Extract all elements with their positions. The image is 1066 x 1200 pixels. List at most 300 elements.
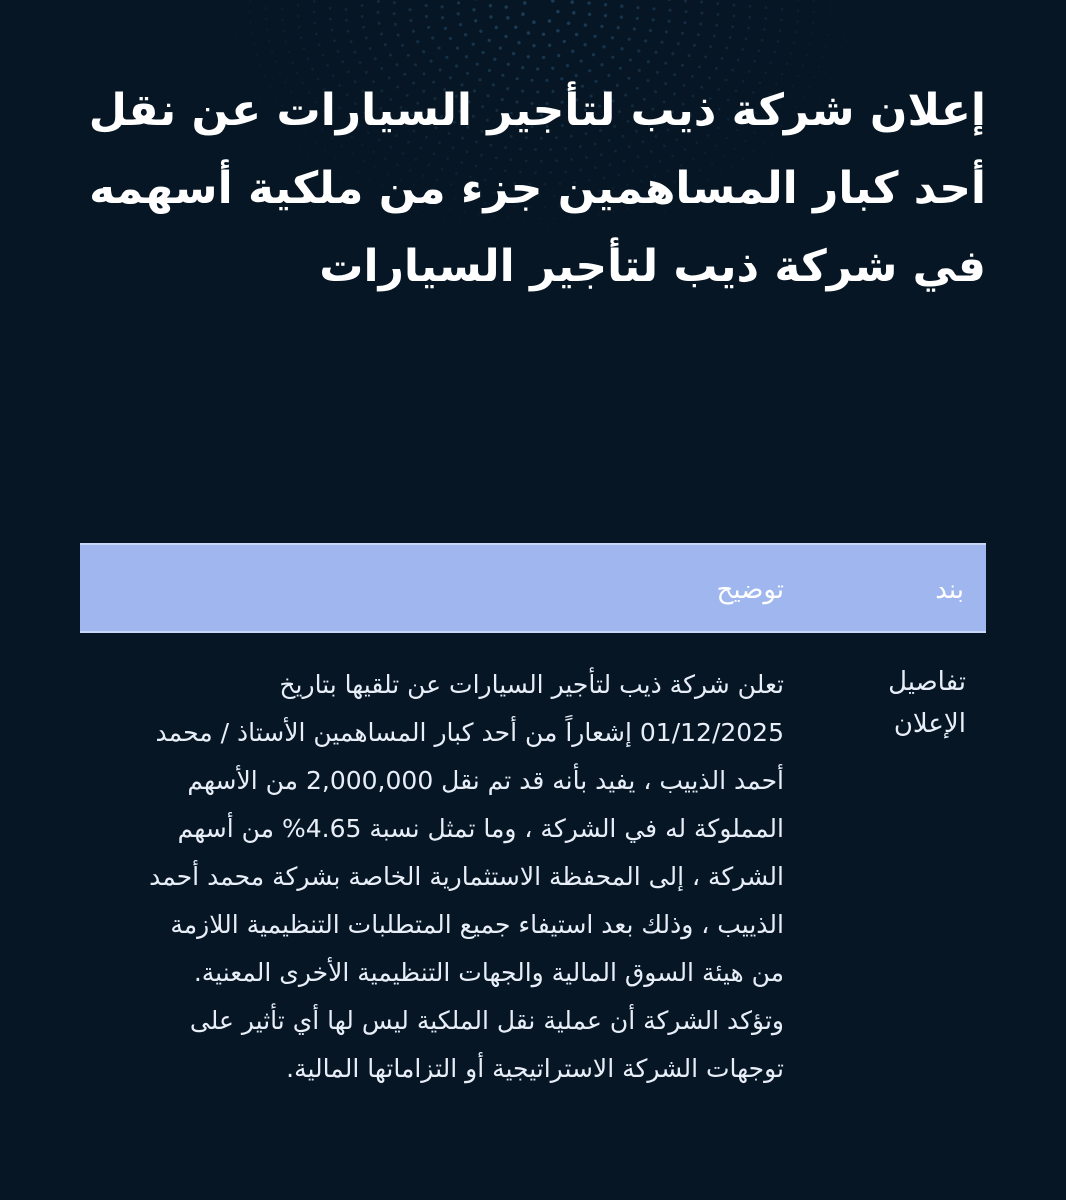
pattern-dot bbox=[749, 5, 752, 8]
pattern-dot bbox=[732, 14, 735, 17]
pattern-dot bbox=[860, 26, 862, 28]
pattern-dot bbox=[1010, 83, 1012, 85]
pattern-dot bbox=[450, 338, 452, 340]
pattern-dot bbox=[79, 147, 81, 149]
pattern-dot bbox=[517, 41, 520, 44]
pattern-dot bbox=[512, 52, 515, 55]
pattern-dot bbox=[593, 35, 596, 38]
pattern-dot bbox=[465, 340, 467, 342]
pattern-dot bbox=[572, 11, 575, 14]
pattern-dot bbox=[567, 21, 570, 24]
pattern-dot bbox=[465, 364, 467, 366]
pattern-dot bbox=[479, 30, 482, 33]
pattern-dot bbox=[590, 354, 592, 356]
pattern-dot bbox=[169, 20, 171, 22]
pattern-dot bbox=[693, 338, 695, 340]
pattern-dot bbox=[741, 48, 744, 51]
pattern-dot bbox=[92, 46, 94, 48]
pattern-dot bbox=[665, 30, 668, 33]
pattern-dot bbox=[753, 60, 756, 63]
pattern-dot bbox=[941, 11, 943, 13]
pattern-dot bbox=[315, 33, 318, 36]
pattern-dot bbox=[190, 54, 192, 56]
pattern-dot bbox=[318, 43, 321, 46]
pattern-dot bbox=[137, 18, 139, 20]
pattern-dot bbox=[141, 50, 143, 52]
pattern-dot bbox=[701, 324, 703, 326]
pattern-dot bbox=[1052, 32, 1054, 34]
pattern-dot bbox=[633, 27, 636, 30]
pattern-dot bbox=[1003, 104, 1005, 106]
pattern-dot bbox=[156, 46, 158, 48]
pattern-dot bbox=[495, 343, 497, 345]
pattern-dot bbox=[999, 114, 1001, 116]
pattern-dot bbox=[532, 20, 536, 24]
pattern-dot bbox=[938, 44, 940, 46]
pattern-dot bbox=[693, 44, 696, 47]
pattern-dot bbox=[465, 55, 468, 58]
pattern-dot bbox=[403, 306, 405, 308]
pattern-dot bbox=[514, 25, 517, 28]
pattern-dot bbox=[1005, 136, 1007, 138]
pattern-dot bbox=[347, 30, 350, 33]
pattern-dot bbox=[457, 12, 460, 15]
pattern-dot bbox=[91, 35, 93, 37]
pattern-dot bbox=[499, 46, 502, 49]
pattern-dot bbox=[721, 330, 723, 332]
pattern-dot bbox=[287, 51, 290, 54]
pattern-dot bbox=[1007, 93, 1009, 95]
pattern-dot bbox=[58, 140, 60, 142]
pattern-dot bbox=[491, 320, 493, 322]
pattern-dot bbox=[1016, 147, 1018, 149]
pattern-dot bbox=[764, 17, 767, 20]
pattern-dot bbox=[265, 7, 268, 10]
pattern-dot bbox=[952, 56, 954, 58]
pattern-dot bbox=[1005, 17, 1007, 19]
pattern-dot bbox=[1021, 18, 1023, 20]
pattern-dot bbox=[380, 33, 383, 36]
pattern-dot bbox=[397, 317, 399, 319]
pattern-dot bbox=[206, 50, 208, 52]
pattern-dot bbox=[1015, 116, 1017, 118]
pattern-dot bbox=[954, 45, 956, 47]
pattern-dot bbox=[707, 310, 709, 312]
pattern-dot bbox=[570, 0, 573, 3]
pattern-dot bbox=[330, 29, 333, 32]
pattern-dot bbox=[845, 14, 847, 16]
pattern-dot bbox=[991, 92, 993, 94]
pattern-dot bbox=[827, 34, 829, 36]
pattern-dot bbox=[397, 33, 400, 36]
pattern-dot bbox=[806, 54, 809, 57]
pattern-dot bbox=[437, 46, 440, 49]
pattern-dot bbox=[540, 368, 542, 370]
pattern-dot bbox=[545, 310, 547, 312]
pattern-dot bbox=[629, 362, 631, 364]
pattern-dot bbox=[575, 33, 578, 36]
pattern-dot bbox=[744, 336, 746, 338]
pattern-dot bbox=[274, 61, 277, 64]
pattern-dot bbox=[773, 51, 776, 54]
pattern-dot bbox=[619, 67, 622, 70]
pattern-dot bbox=[629, 58, 632, 61]
pattern-dot bbox=[79, 61, 81, 63]
pattern-dot bbox=[590, 331, 592, 333]
pattern-dot bbox=[877, 6, 879, 8]
pattern-dot bbox=[121, 11, 123, 13]
row-description-cell: تعلن شركة ذيب لتأجير السيارات عن تلقيها بتاريخ 01/12/2025 إشعاراً من أحد كبار المساهمين الأستاذ / محمد أحمد الذييب ، يفيد بأنه قد تم نقل 2,000,000 من الأسهم المملوكة له في الشركة ، وما تمثل نسبة 4.65% من أسهم الشركة ، إلى المحفظة الاستثمارية الخاصة بشركة محمد أحمد الذييب ، وذلك بعد استيفاء جميع المتطلبات التنظيمية اللازمة من هيئة السوق المالية والجهات التنظيمية الأخرى المعنية. وتؤكد الشركة أن عملية نقل الملكية ليس لها أي تأثير على توجهات الشركة الاستراتيجية أو التزاماتها المالية. bbox=[149, 670, 784, 1083]
pattern-dot bbox=[1035, 106, 1037, 108]
pattern-dot bbox=[715, 24, 718, 27]
pattern-dot bbox=[647, 60, 650, 63]
pattern-dot bbox=[556, 10, 560, 14]
pattern-dot bbox=[684, 0, 687, 3]
pattern-dot bbox=[1053, 21, 1055, 23]
pattern-dot bbox=[1013, 72, 1015, 74]
pattern-dot bbox=[461, 316, 463, 318]
pattern-dot bbox=[235, 36, 237, 38]
pattern-dot bbox=[664, 344, 666, 346]
pattern-dot bbox=[60, 49, 62, 51]
pattern-dot bbox=[575, 332, 577, 334]
pattern-dot bbox=[391, 352, 393, 354]
pattern-dot bbox=[845, 3, 847, 5]
pattern-dot bbox=[957, 13, 959, 15]
table-header-row bbox=[80, 543, 986, 633]
pattern-dot bbox=[856, 47, 858, 49]
pattern-dot bbox=[660, 41, 663, 44]
pattern-dot bbox=[493, 58, 496, 61]
pattern-dot bbox=[649, 29, 652, 32]
pattern-dot bbox=[822, 55, 824, 57]
pattern-dot bbox=[534, 379, 536, 381]
pattern-dot bbox=[682, 365, 684, 367]
pattern-dot bbox=[715, 320, 717, 322]
pattern-dot bbox=[297, 15, 300, 18]
pattern-dot bbox=[107, 42, 109, 44]
pattern-dot bbox=[702, 348, 704, 350]
pattern-dot bbox=[990, 187, 992, 189]
pattern-dot bbox=[300, 36, 303, 39]
pattern-dot bbox=[679, 341, 681, 343]
pattern-dot bbox=[177, 64, 179, 66]
pattern-dot bbox=[677, 42, 680, 45]
pattern-dot bbox=[581, 320, 583, 322]
pattern-dot bbox=[49, 120, 51, 122]
pattern-dot bbox=[681, 64, 684, 67]
pattern-dot bbox=[761, 39, 764, 42]
pattern-dot bbox=[673, 354, 675, 356]
pattern-dot bbox=[94, 57, 96, 59]
pattern-dot bbox=[542, 33, 545, 36]
pattern-dot bbox=[700, 1, 703, 4]
pattern-dot bbox=[649, 323, 651, 325]
pattern-dot bbox=[439, 68, 442, 71]
pattern-dot bbox=[500, 309, 502, 311]
pattern-dot bbox=[965, 68, 967, 70]
pattern-dot bbox=[602, 45, 605, 48]
pattern-dot bbox=[971, 36, 973, 38]
pattern-dot bbox=[397, 341, 399, 343]
pattern-dot bbox=[901, 62, 903, 64]
pattern-dot bbox=[349, 341, 351, 343]
pattern-dot bbox=[489, 4, 492, 7]
pattern-dot bbox=[571, 50, 574, 53]
pattern-dot bbox=[793, 331, 795, 333]
pattern-dot bbox=[893, 18, 895, 20]
pattern-dot bbox=[42, 31, 44, 33]
pattern-dot bbox=[637, 49, 640, 52]
pattern-dot bbox=[575, 309, 577, 311]
pattern-dot bbox=[336, 311, 338, 313]
pattern-dot bbox=[1010, 126, 1012, 128]
pattern-dot bbox=[489, 377, 491, 379]
pattern-dot bbox=[105, 10, 107, 12]
pattern-dot bbox=[480, 365, 482, 367]
pattern-dot bbox=[412, 320, 414, 322]
pattern-dot bbox=[769, 61, 772, 64]
pattern-dot bbox=[74, 28, 76, 30]
pattern-dot bbox=[588, 13, 591, 16]
pattern-dot bbox=[1020, 29, 1022, 31]
pattern-dot bbox=[716, 344, 718, 346]
pattern-dot bbox=[474, 376, 476, 378]
pattern-dot bbox=[551, 67, 554, 70]
pattern-dot bbox=[941, 0, 943, 2]
pattern-dot bbox=[124, 43, 126, 45]
pattern-dot bbox=[1047, 64, 1049, 66]
pattern-dot bbox=[989, 135, 991, 137]
pattern-dot bbox=[345, 8, 348, 11]
pattern-dot bbox=[743, 311, 745, 313]
pattern-dot bbox=[692, 314, 694, 316]
pattern-dot bbox=[732, 4, 735, 7]
pattern-dot bbox=[201, 7, 203, 9]
pattern-dot bbox=[973, 14, 975, 16]
pattern-dot bbox=[1002, 49, 1004, 51]
pattern-dot bbox=[594, 377, 596, 379]
pattern-dot bbox=[668, 9, 671, 12]
pattern-dot bbox=[1016, 61, 1018, 63]
pattern-dot bbox=[233, 4, 235, 6]
pattern-dot bbox=[611, 36, 614, 39]
pattern-dot bbox=[488, 39, 491, 42]
pattern-dot bbox=[282, 30, 285, 33]
pattern-dot bbox=[545, 333, 547, 335]
pattern-dot bbox=[427, 26, 430, 29]
pattern-dot bbox=[1019, 40, 1021, 42]
pattern-dot bbox=[138, 28, 140, 30]
pattern-dot bbox=[1003, 39, 1005, 41]
pattern-dot bbox=[422, 50, 425, 53]
pattern-dot bbox=[416, 40, 419, 43]
pattern-dot bbox=[378, 324, 380, 326]
pattern-dot bbox=[43, 42, 45, 44]
pattern-dot bbox=[824, 44, 826, 46]
pattern-dot bbox=[369, 47, 372, 50]
pattern-dot bbox=[417, 309, 419, 311]
pattern-dot bbox=[696, 361, 698, 363]
pattern-dot bbox=[986, 48, 988, 50]
pattern-dot bbox=[1019, 105, 1021, 107]
pattern-dot bbox=[449, 37, 452, 40]
pattern-dot bbox=[521, 321, 523, 323]
pattern-dot bbox=[780, 19, 783, 22]
pattern-dot bbox=[233, 15, 235, 17]
pattern-dot bbox=[34, 78, 36, 80]
pattern-dot bbox=[341, 60, 344, 63]
pattern-dot bbox=[329, 18, 332, 21]
pattern-dot bbox=[973, 3, 975, 5]
pattern-dot bbox=[831, 314, 833, 316]
pattern-dot bbox=[530, 356, 532, 358]
pattern-dot bbox=[41, 99, 43, 101]
pattern-dot bbox=[327, 321, 329, 323]
pattern-dot bbox=[276, 327, 278, 329]
pattern-dot bbox=[269, 310, 271, 312]
pattern-dot bbox=[542, 56, 545, 59]
pattern-dot bbox=[888, 50, 890, 52]
pattern-dot bbox=[904, 52, 906, 54]
pattern-dot bbox=[68, 81, 70, 83]
pattern-dot bbox=[620, 47, 623, 50]
pattern-dot bbox=[400, 365, 402, 367]
pattern-dot bbox=[185, 0, 187, 2]
pattern-dot bbox=[1045, 75, 1047, 77]
pattern-dot bbox=[811, 32, 814, 35]
pattern-dot bbox=[575, 355, 577, 357]
pattern-dot bbox=[153, 3, 155, 5]
pattern-dot bbox=[365, 36, 368, 39]
pattern-dot bbox=[378, 22, 381, 25]
pattern-dot bbox=[291, 61, 294, 64]
pattern-dot bbox=[549, 379, 551, 381]
pattern-dot bbox=[850, 69, 852, 71]
pattern-dot bbox=[218, 25, 220, 27]
pattern-dot bbox=[640, 313, 642, 315]
pattern-dot bbox=[688, 54, 691, 57]
pattern-dot bbox=[249, 22, 251, 24]
pattern-dot bbox=[266, 29, 269, 32]
pattern-dot bbox=[239, 309, 241, 311]
pattern-dot bbox=[251, 32, 253, 34]
pattern-dot bbox=[313, 0, 316, 3]
pattern-dot bbox=[53, 130, 55, 132]
pattern-dot bbox=[253, 43, 255, 45]
pattern-dot bbox=[396, 63, 399, 66]
pattern-dot bbox=[344, 351, 346, 353]
pattern-dot bbox=[1042, 85, 1044, 87]
pattern-dot bbox=[933, 65, 935, 67]
pattern-dot bbox=[566, 321, 568, 323]
pattern-dot bbox=[600, 365, 602, 367]
pattern-dot bbox=[668, 20, 671, 23]
pattern-dot bbox=[154, 24, 156, 26]
pattern-dot bbox=[26, 24, 28, 26]
pattern-dot bbox=[599, 342, 601, 344]
pattern-dot bbox=[330, 347, 332, 349]
pattern-dot bbox=[795, 31, 798, 34]
pattern-dot bbox=[796, 20, 799, 23]
pattern-dot bbox=[281, 19, 284, 22]
pattern-dot bbox=[285, 40, 288, 43]
pattern-dot bbox=[655, 310, 657, 312]
pattern-dot bbox=[940, 33, 942, 35]
column-header-description: توضيح bbox=[716, 575, 784, 605]
pattern-dot bbox=[1004, 167, 1006, 169]
pattern-dot bbox=[652, 7, 655, 10]
pattern-dot bbox=[383, 313, 385, 315]
pattern-dot bbox=[362, 26, 365, 29]
pattern-dot bbox=[333, 39, 336, 42]
pattern-dot bbox=[359, 61, 362, 64]
pattern-dot bbox=[169, 0, 171, 1]
pattern-dot bbox=[1034, 52, 1036, 54]
pattern-dot bbox=[96, 67, 98, 69]
pattern-dot bbox=[532, 44, 535, 47]
pattern-dot bbox=[75, 39, 77, 41]
pattern-dot bbox=[993, 156, 995, 158]
pattern-dot bbox=[763, 28, 766, 31]
pattern-dot bbox=[592, 53, 595, 56]
pattern-dot bbox=[730, 340, 732, 342]
pattern-dot bbox=[600, 25, 603, 28]
pattern-dot bbox=[525, 368, 527, 370]
pattern-dot bbox=[936, 54, 938, 56]
pattern-dot bbox=[45, 53, 47, 55]
pattern-dot bbox=[251, 316, 253, 318]
pattern-dot bbox=[530, 333, 532, 335]
pattern-dot bbox=[988, 26, 990, 28]
pattern-dot bbox=[472, 8, 475, 11]
pattern-dot bbox=[221, 46, 223, 48]
pattern-dot bbox=[79, 112, 81, 114]
pattern-dot bbox=[638, 372, 640, 374]
pattern-dot bbox=[560, 356, 562, 358]
pattern-dot bbox=[843, 35, 845, 37]
pattern-dot bbox=[62, 60, 64, 62]
pattern-dot bbox=[57, 16, 59, 18]
pattern-dot bbox=[500, 332, 502, 334]
pattern-dot bbox=[721, 57, 724, 60]
pattern-dot bbox=[989, 15, 991, 17]
pattern-dot bbox=[480, 342, 482, 344]
pattern-dot bbox=[430, 371, 432, 373]
pattern-dot bbox=[1021, 7, 1023, 9]
pattern-dot bbox=[383, 337, 385, 339]
pattern-dot bbox=[406, 331, 408, 333]
pattern-dot bbox=[77, 50, 79, 52]
pattern-dot bbox=[786, 63, 789, 66]
pattern-dot bbox=[52, 85, 54, 87]
pattern-dot bbox=[605, 306, 607, 308]
pattern-dot bbox=[507, 63, 510, 66]
pattern-dot bbox=[435, 336, 437, 338]
pattern-dot bbox=[70, 160, 72, 162]
pattern-dot bbox=[551, 0, 555, 3]
pattern-dot bbox=[303, 47, 306, 50]
pattern-dot bbox=[620, 328, 622, 330]
pattern-dot bbox=[372, 359, 374, 361]
pattern-dot bbox=[444, 27, 447, 30]
pattern-dot bbox=[44, 109, 46, 111]
pattern-dot bbox=[377, 0, 380, 3]
pattern-dot bbox=[683, 21, 686, 24]
pattern-dot bbox=[837, 56, 839, 58]
pattern-dot bbox=[64, 150, 66, 152]
pattern-dot bbox=[1036, 31, 1038, 33]
